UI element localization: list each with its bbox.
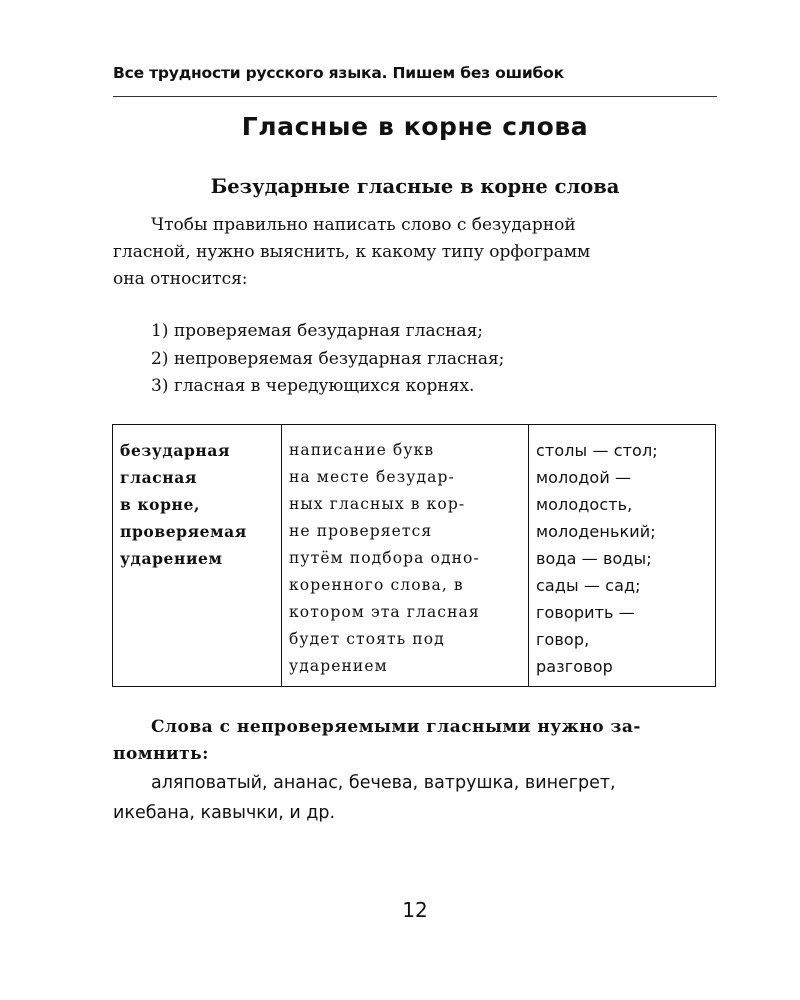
list-item: 2) непроверяемая безударная гласная; — [151, 348, 505, 369]
term-line: гласная — [120, 468, 197, 487]
rule-cell — [282, 425, 529, 687]
rule-line: ных гласных в кор- — [289, 495, 466, 513]
rule-line: коренного слова, в — [289, 576, 464, 594]
header-rule — [113, 96, 717, 97]
section-title: Безударные гласные в корне слова — [210, 175, 620, 198]
term-line: в корне, — [120, 495, 200, 514]
memo-heading — [113, 714, 717, 768]
rule-line: написание букв — [289, 441, 435, 459]
term-cell — [113, 425, 282, 687]
term-line: ударением — [120, 549, 223, 568]
rule-line: котором эта гласная — [289, 603, 480, 621]
example-line: говорить — — [536, 603, 635, 622]
intro-paragraph — [113, 212, 717, 293]
chapter-title: Гласные в корне слова — [241, 112, 589, 141]
example-line: молодой — — [536, 468, 632, 487]
memo-words — [113, 768, 717, 828]
example-line: столы — стол; — [536, 441, 658, 460]
memo-words-line: икебана, кавычки, и др. — [113, 803, 336, 823]
example-line: молодость, — [536, 495, 633, 514]
example-line: говор, — [536, 630, 590, 649]
rule-line: будет стоять под — [289, 630, 445, 648]
table-row — [113, 425, 716, 687]
examples-cell — [529, 425, 716, 687]
example-line: разговор — [536, 657, 613, 676]
intro-line: Чтобы правильно написать слово с безударной — [151, 215, 576, 235]
list-item: 1) проверяемая безударная гласная; — [151, 321, 484, 341]
rule-line: путём подбора одно- — [289, 549, 480, 567]
spelling-types-list — [151, 318, 711, 401]
rule-table — [112, 424, 716, 687]
example-line: молоденький; — [536, 522, 656, 541]
page-number: 12 — [402, 898, 428, 922]
rule-line: не проверяется — [289, 522, 433, 540]
rule-line: ударением — [289, 657, 388, 675]
running-header: Все трудности русского языка. Пишем без ошибок — [113, 64, 564, 82]
intro-line: гласной, нужно выяснить, к какому типу орфограмм — [113, 242, 591, 262]
intro-line: она относится: — [113, 269, 248, 289]
memo-heading-line: помнить: — [113, 744, 209, 764]
example-line: вода — воды; — [536, 549, 652, 568]
memo-heading-line: Слова с непроверяемыми гласными нужно за- — [151, 717, 641, 737]
term-line: проверяемая — [120, 522, 247, 541]
example-line: сады — сад; — [536, 576, 641, 595]
term-line: безударная — [120, 441, 231, 460]
rule-line: на месте безудар- — [289, 468, 455, 486]
memo-words-line: аляповатый, ананас, бечева, ватрушка, винегрет, — [151, 773, 616, 793]
list-item: 3) гласная в чередующихся корнях. — [151, 376, 475, 396]
